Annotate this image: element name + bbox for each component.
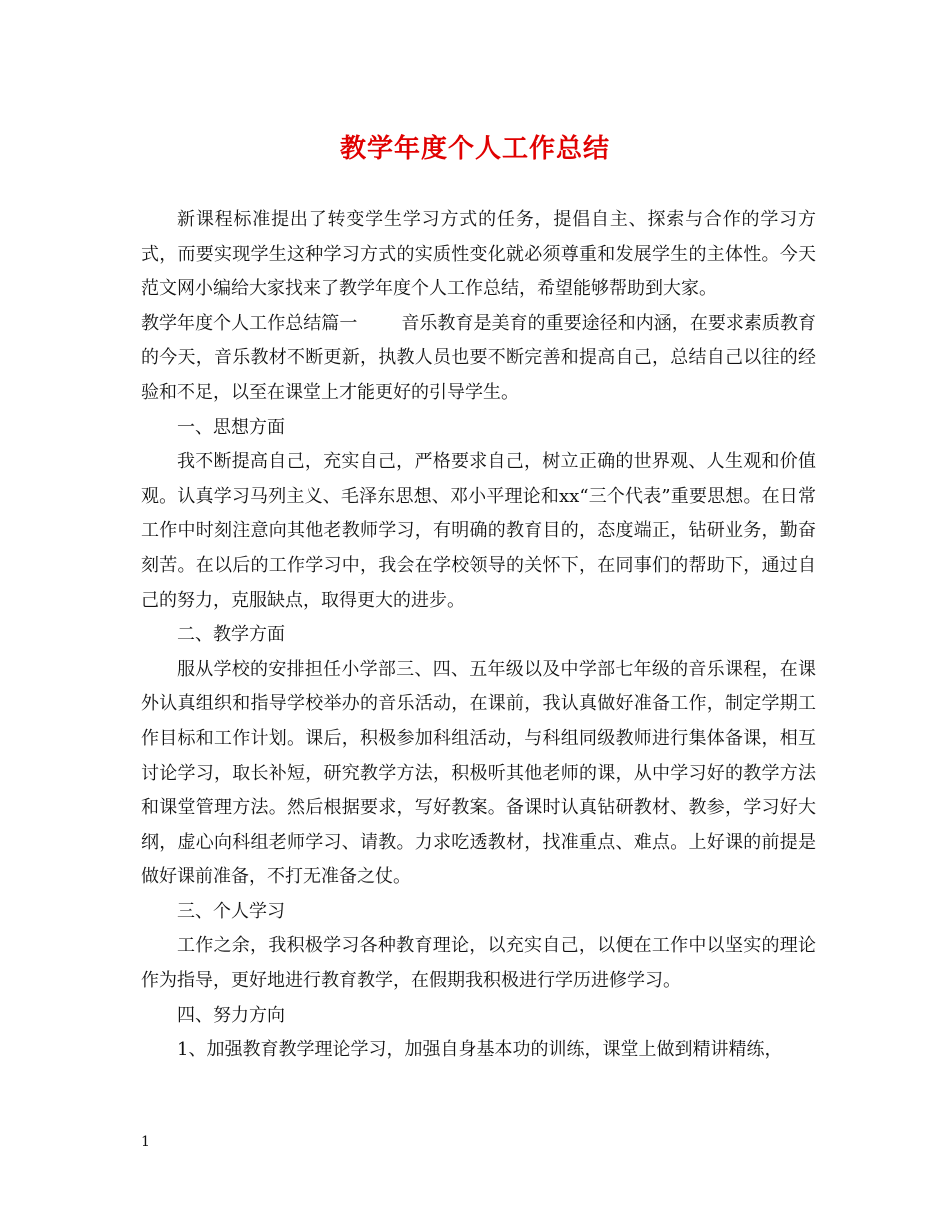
section-paragraph [141,307,816,411]
intro-paragraph: 新课程标准提出了转变学生学习方式的任务，提倡自主、探索与合作的学习方式，而要实现学生这种学习方式的实质性变化就必须尊重和发展学生的主体性。今天范文网小编给大家找来了教学年度个人工作总结，希望能够帮助到大家。 [141,209,816,300]
document-title: 教学年度个人工作总结 [339,134,610,164]
section-intro-text: 音乐教育是美育的重要途径和内涵，在要求素质教育的今天，音乐教材不断更新，执教人员也要不断完善和提高自己，总结自己以往的经验和不足，以至在课堂上才能更好的引导学生。 [141,312,816,403]
heading-study: 三、个人学习 [177,900,285,922]
paragraph-direction-1: 1、加强教育教学理论学习，加强自身基本功的训练，课堂上做到精讲精练， [177,1039,783,1061]
heading-teaching: 二、教学方面 [177,624,285,646]
paragraph-study: 工作之余，我积极学习各种教育理论，以充实自己，以便在工作中以坚实的理论作为指导，更好地进行教育教学，在假期我积极进行学历进修学习。 [141,935,816,992]
heading-thought: 一、思想方面 [177,416,285,438]
paragraph-teaching: 服从学校的安排担任小学部三、四、五年级以及中学部七年级的音乐课程，在课外认真组织和指导学校举办的音乐活动，在课前，我认真做好准备工作，制定学期工作目标和工作计划。课后，积极参加科组活动，与科组同级教师进行集体备课，相互讨论学习，取长补短，研究教学方法，积极听其他老师的课，从中学习好的教学方法和课堂管理方法。然后根据要求，写好教案。备课时认真钻研教材、教参，学习好大纲，虚心向科组老师学习、请教。力求吃透教材，找准重点、难点。上好课的前提是做好课前准备，不打无准备之仗。 [141,658,816,888]
heading-direction: 四、努力方向 [177,1004,285,1026]
document-body [141,203,816,1068]
section-heading: 教学年度个人工作总结篇一 [141,312,358,334]
page-number: 1 [141,1134,150,1150]
paragraph-thought: 我不断提高自己，充实自己，严格要求自己，树立正确的世界观、人生观和价值观。认真学习马列主义、毛泽东思想、邓小平理论和xx“三个代表”重要思想。在日常工作中时刻注意向其他老教师学习，有明确的教育目的，态度端正，钻研业务，勤奋刻苦。在以后的工作学习中，我会在学校领导的关怀下，在同事们的帮助下，通过自己的努力，克服缺点，取得更大的进步。 [141,451,816,611]
